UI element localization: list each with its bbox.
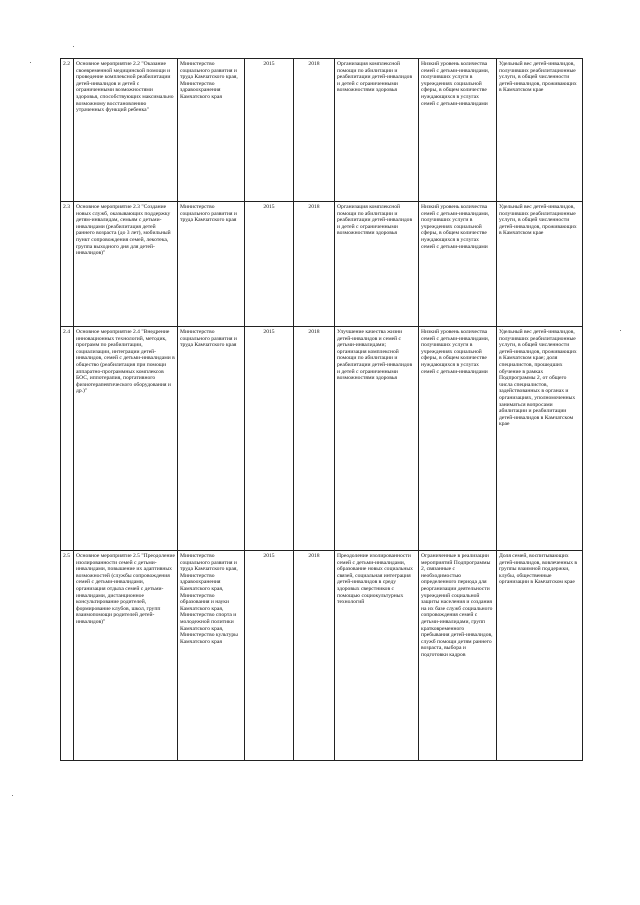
table-row	[61, 327, 583, 551]
scan-speck	[12, 795, 13, 796]
expected-result: Улучшение качества жизни детей-инвалидов и семей с детьми-инвалидами; организация комплексной помощи по абилитации и реабилитации детей-инвалидов и детей с ограниченными возможностями здоровья	[335, 327, 419, 551]
consequence: Низкий уровень количества семей с детьми-инвалидами, получивших услуги в учреждениях социальной сферы, в общем количестве нуждающихся в услугах семей с детьми-инвалидами	[419, 202, 497, 327]
consequence: Низкий уровень количества семей с детьми-инвалидами, получивших услуги в учреждениях социальной сферы, в общем количестве нуждающихся в услугах семей с детьми-инвалидами	[419, 59, 497, 202]
responsible-executor: Министерство социального развития и труда Камчатского края, Министерство здравоохранения Камчатского края, Министерство образования и науки Камчатского края, Министерство спорта и молодежной политики Камчатского края, Министерство культуры Камчатского края	[178, 551, 245, 761]
row-number: 2.3	[61, 202, 74, 327]
scan-speck	[620, 330, 621, 331]
expected-result: Организация комплексной помощи по абилитации и реабилитации детей-инвалидов и детей с ограниченными возможностями здоровья	[335, 202, 419, 327]
indicator: Удельный вес детей-инвалидов, получивших реабилитационные услуги, в общей численности детей-инвалидов, проживающих в Камчатском крае	[497, 202, 583, 327]
table-row	[61, 202, 583, 327]
expected-result: Организация комплексной помощи по абилитации и реабилитации детей-инвалидов и детей с ограниченными возможностями здоровья	[335, 59, 419, 202]
scan-speck	[73, 46, 74, 47]
row-number: 2.4	[61, 327, 74, 551]
measure-name: Основное мероприятие 2.2 "Оказание своевременной медицинской помощи и проведение комплексной реабилитации детей-инвалидов и детей с ограниченными возможностями здоровья, способствующих максимально возможному восстановлению утраченных функций ребенка"	[74, 59, 178, 202]
end-year: 2018	[294, 327, 335, 551]
indicator: Удельный вес детей-инвалидов, получивших реабилитационные услуги, в общей численности детей-инвалидов, проживающих в Камчатском крае	[497, 59, 583, 202]
end-year: 2018	[294, 551, 335, 761]
measure-name: Основное мероприятие 2.3 "Создание новых служб, оказывающих поддержку детям-инвалидам, семьям с детьми-инвалидами (реабилитация детей раннего возраста (до 3 лет), мобильный пункт сопровождения семей, лекотека, группа выходного дня для детей-инвалидов)"	[74, 202, 178, 327]
table-row	[61, 59, 583, 202]
start-year: 2015	[245, 202, 294, 327]
responsible-executor: Министерство социального развития и труда Камчатского края	[178, 327, 245, 551]
start-year: 2015	[245, 59, 294, 202]
start-year: 2015	[245, 327, 294, 551]
row-number: 2.5	[61, 551, 74, 761]
indicator: Доля семей, воспитывающих детей-инвалидов, вовлеченных в группы взаимной поддержки, клубы, общественные организации в Камчатском крае	[497, 551, 583, 761]
responsible-executor: Министерство социального развития и труда Камчатского края, Министерство здравоохранения Камчатского края	[178, 59, 245, 202]
measure-name: Основное мероприятие 2.4 "Внедрение инновационных технологий, методик, программ по реабилитации, социализации, интеграции детей-инвалидов, семей с детьми-инвалидами в общество (реабилитация при помощи аппаратно-программных комплексов БОС, иппотерапия, портативного физиотерапевтического оборудования и др.)"	[74, 327, 178, 551]
scan-speck	[30, 62, 31, 63]
consequence: Низкий уровень количества семей с детьми-инвалидами, получивших услуги в учреждениях социальной сферы, в общем количестве нуждающихся в услугах семей с детьми-инвалидами	[419, 327, 497, 551]
table-row	[61, 551, 583, 761]
expected-result: Преодоление изолированности семей с детьми-инвалидами, образование новых социальных связей, социальная интеграция детей-инвалидов в среду здоровых сверстников с помощью социокультурных технологий	[335, 551, 419, 761]
start-year: 2015	[245, 551, 294, 761]
consequence: Ограниченные в реализации мероприятий Подпрограммы 2, связанные с необходимостью определенного периода для реорганизации деятельности учреждений социальной защиты населения и создания на их базе служб социального сопровождения семей с детьми-инвалидами, групп кратковременного пребывания детей-инвалидов, служб помощи детям раннего возраста, выбора и подготовки кадров	[419, 551, 497, 761]
measures-table	[60, 58, 583, 761]
row-number: 2.2	[61, 59, 74, 202]
responsible-executor: Министерство социального развития и труда Камчатского края	[178, 202, 245, 327]
end-year: 2018	[294, 202, 335, 327]
indicator: Удельный вес детей-инвалидов, получивших реабилитационные услуги, в общей численности детей-инвалидов, проживающих в Камчатском крае; доля специалистов, прошедших обучение в рамках Подпрограммы 2, от общего числа специалистов, задействованных в органах и организациях, уполномоченных заниматься вопросами абилитации и реабилитации детей-инвалидов в Камчатском крае	[497, 327, 583, 551]
end-year: 2018	[294, 59, 335, 202]
measure-name: Основное мероприятие 2.5 "Преодоление изолированности семей с детьми-инвалидами, повышение их адаптивных возможностей (службы сопровождения семей с детьми-инвалидами, организация отдыха семей с детьми-инвалидами, дистанционное консультирование родителей, формирование клубов, школ, групп взаимопомощи родителей детей-инвалидов)"	[74, 551, 178, 761]
